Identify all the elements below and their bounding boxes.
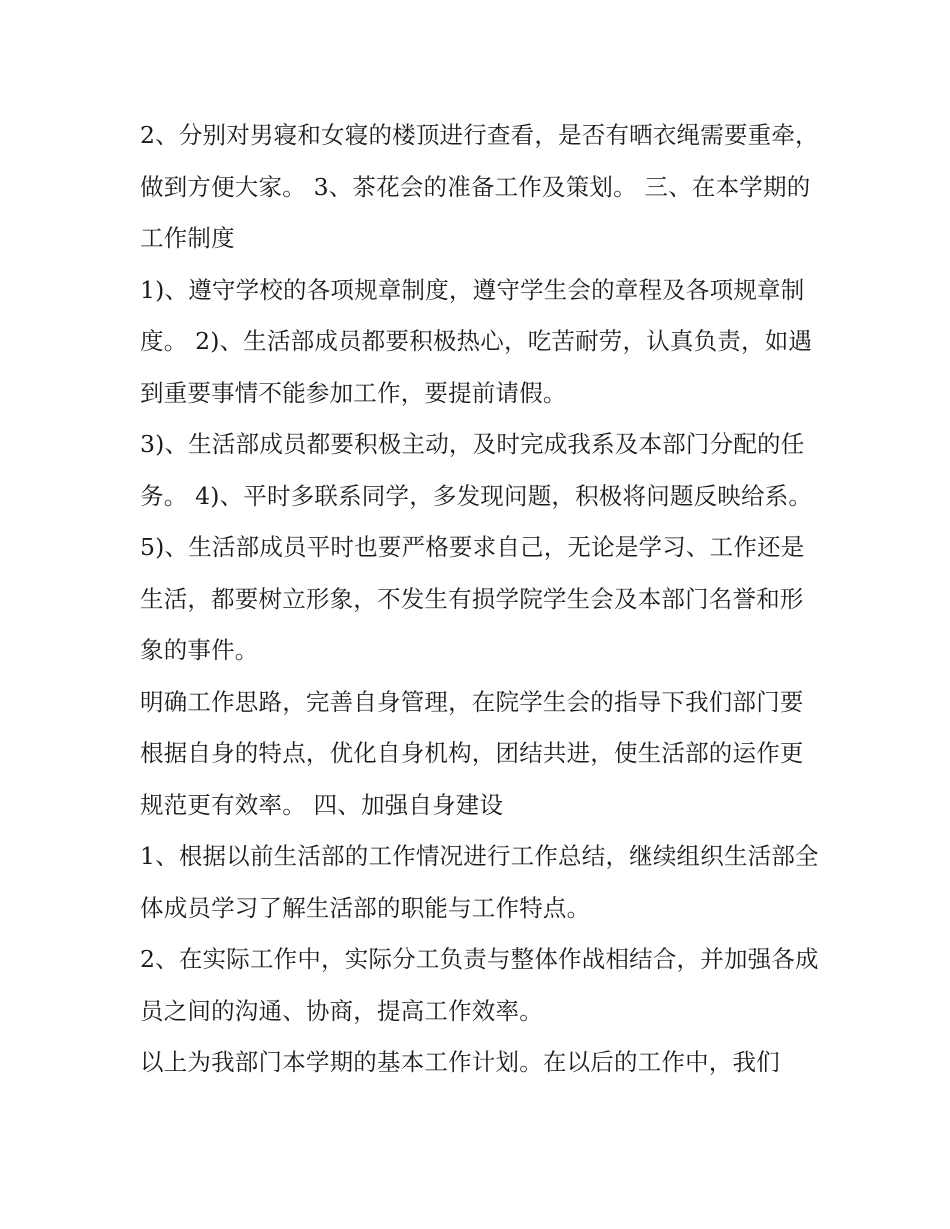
paragraph-work-approach: 明确工作思路，完善自身管理，在院学生会的指导下我们部门要根据自身的特点，优化自身机构，团结共进，使生活部的运作更规范更有效率。 四、加强自身建设: [140, 687, 804, 819]
paragraph-self-building-2: 2、在实际工作中，实际分工负责与整体作战相结合，并加强各成员之间的沟通、协商，提高工作效率。: [140, 945, 819, 1025]
paragraph-laundry-lines-and-tea-party: 2、分别对男寝和女寝的楼顶进行查看，是否有晒衣绳需要重牵，做到方便大家。 3、茶花会的准备工作及策划。 三、在本学期的工作制度: [140, 121, 819, 252]
paragraph-rules-1-2: 1)、遵守学校的各项规章制度，遵守学生会的章程及各项规章制度。 2)、生活部成员都要积极热心，吃苦耐劳，认真负责，如遇到重要事情不能参加工作，要提前请假。: [140, 275, 813, 407]
paragraph-closing: 以上为我部门本学期的基本工作计划。在以后的工作中，我们: [140, 1048, 780, 1076]
paragraph-rules-3-4: 3)、生活部成员都要积极主动，及时完成我系及本部门分配的任务。 4)、平时多联系同学，多发现问题，积极将问题反映给系。: [140, 430, 813, 510]
paragraph-self-building-1: 1、根据以前生活部的工作情况进行工作总结，继续组织生活部全体成员学习了解生活部的职能与工作特点。: [140, 842, 819, 922]
paragraph-rule-5: 5)、生活部成员平时也要严格要求自己，无论是学习、工作还是生活，都要树立形象，不发生有损学院学生会及本部门名誉和形象的事件。: [140, 533, 805, 664]
document-body: [140, 110, 820, 1089]
